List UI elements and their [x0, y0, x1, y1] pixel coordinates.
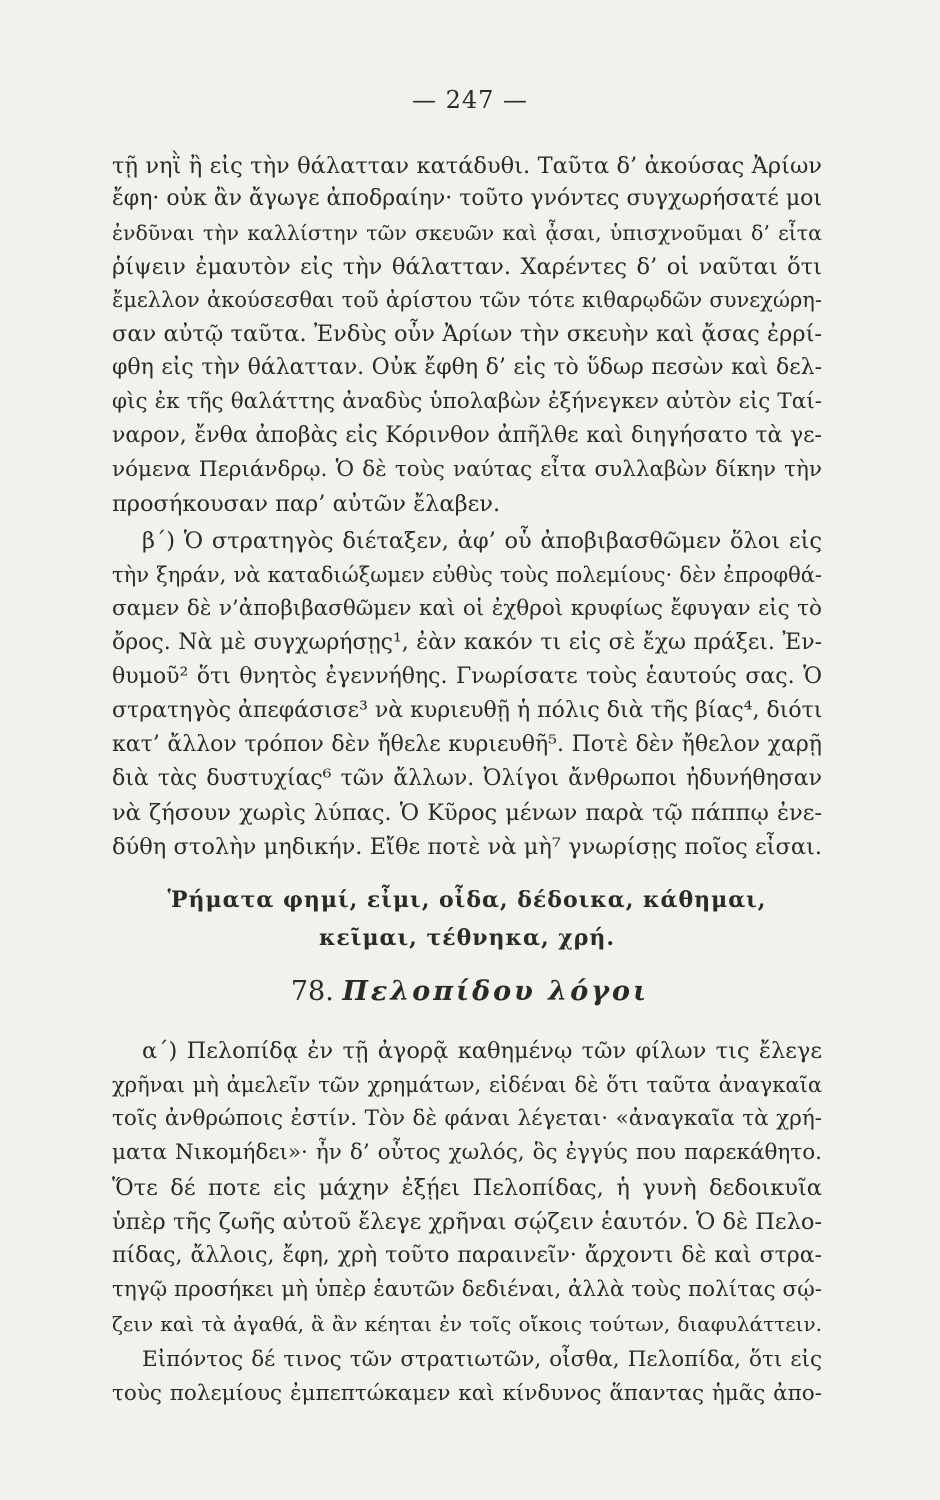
text-line: πίδας, ἄλλοις, ἔφη, χρὴ τοῦτο παραινεῖν· ἄρχοντι δὲ καὶ στρα- — [112, 1243, 822, 1268]
text-line: σαμεν δὲ ν’ἀποβιβασθῶμεν καὶ οἱ ἐχθροὶ κρυφίως ἔφυγαν εἰς τὸ — [112, 596, 822, 621]
text-line: τὴν ξηράν, νὰ καταδιώξωμεν εὐθὺς τοὺς πολεμίους· δὲν ἐπροφθά- — [112, 563, 822, 587]
text-line: νόμενα Περιάνδρῳ. Ὁ δὲ τοὺς ναύτας εἶτα συλλαβὼν δίκην τὴν — [112, 457, 822, 482]
text-line: τοῖς ἀνθρώποις ἐστίν. Τὸν δὲ φάναι λέγεται· «ἀναγκαῖα τὰ χρή- — [112, 1106, 822, 1131]
text-line: στρατηγὸς ἀπεφάσισε³ νὰ κυριευθῇ ἡ πόλις διὰ τῆς βίας⁴, διότι — [112, 698, 823, 723]
text-line: φθη εἰς τὴν θάλατταν. Οὐκ ἔφθη δ’ εἰς τὸ ὕδωρ πεσὼν καὶ δελ- — [112, 355, 822, 380]
text-line: Ὅτε δέ ποτε εἰς μάχην ἐξῄει Πελοπίδας, ἡ γυνὴ δεδοικυῖα — [112, 1175, 822, 1201]
text-line: β΄) Ὁ στρατηγὸς διέταξεν, ἀφ’ οὗ ἀποβιβασθῶμεν ὅλοι εἰς — [142, 528, 822, 554]
text-line: ἐνδῦναι τὴν καλλίστην τῶν σκευῶν καὶ ᾆσαι, ὑπισχνοῦμαι δ’ εἶτα — [112, 221, 822, 245]
text-line: προσήκουσαν παρ’ αὐτῶν ἔλαβεν. — [112, 491, 501, 517]
text-line: χρῆναι μὴ ἀμελεῖν τῶν χρημάτων, εἰδέναι δὲ ὅτι ταῦτα ἀναγκαῖα — [112, 1073, 822, 1097]
text-line: θυμοῦ² ὅτι θνητὸς ἐγεννήθης. Γνωρίσατε τοὺς ἑαυτούς σας. Ὁ — [112, 664, 822, 689]
text-line: τηγῷ προσήκει μὴ ὑπὲρ ἑαυτῶν δεδιέναι, ἀλλὰ τοὺς πολίτας σῴ- — [112, 1277, 822, 1302]
page-number: — 247 — — [411, 86, 529, 114]
text-line: φὶς ἐκ τῆς θαλάττης ἀναδὺς ὑπολαβὼν ἐξήνεγκεν αὐτὸν εἰς Ταί- — [112, 389, 822, 414]
text-line: ναρον, ἔνθα ἀποβὰς εἰς Κόρινθον ἀπῆλθε καὶ διηγήσατο τὰ γε- — [112, 423, 822, 448]
text-line: ζειν καὶ τὰ ἀγαθά, ἃ ἂν κέηται ἐν τοῖς οἴκοις τούτων, διαφυλάττειν. — [112, 1312, 822, 1336]
text-line: κατ’ ἄλλον τρόπον δὲν ἤθελε κυριευθῆ⁵. Ποτὲ δὲν ἤθελον χαρῇ — [112, 732, 822, 757]
verbs-line: κεῖμαι, τέθνηκα, χρή. — [318, 925, 616, 951]
lesson-title: Πελοπίδου λόγοι — [342, 976, 650, 1007]
lesson-heading — [0, 976, 940, 1007]
verbs-line: Ῥήματα φημί, εἶμι, οἶδα, δέδοικα, κάθημαι, — [167, 887, 767, 913]
text-line: σαν αὐτῷ ταῦτα. Ἐνδὺς οὖν Ἀρίων τὴν σκευὴν καὶ ᾄσας ἐρρί- — [112, 321, 822, 347]
text-line: ματα Νικομήδει»· ἦν δ’ οὗτος χωλός, ὃς ἐγγύς που παρεκάθητο. — [112, 1140, 822, 1165]
text-line: τοὺς πολεμίους ἐμπεπτώκαμεν καὶ κίνδυνος ἅπαντας ἡμᾶς ἀπο- — [112, 1381, 822, 1406]
text-line: ὑπὲρ τῆς ζωῆς αὐτοῦ ἔλεγε χρῆναι σῴζειν ἑαυτόν. Ὁ δὲ Πελο- — [112, 1209, 822, 1235]
text-line: α΄) Πελοπίδᾳ ἐν τῇ ἀγορᾷ καθημένῳ τῶν φίλων τις ἔλεγε — [142, 1038, 822, 1064]
text-line: διὰ τὰς δυστυχίας⁶ τῶν ἄλλων. Ὀλίγοι ἄνθρωποι ἠδυνήθησαν — [112, 766, 822, 791]
lesson-number: 78. — [290, 976, 334, 1007]
text-line: ἔφη· οὐκ ἂν ἄγωγε ἀποδραίην· τοῦτο γνόντες συγχωρήσατέ μοι — [112, 186, 822, 211]
text-line: νὰ ζήσουν χωρὶς λύπας. Ὁ Κῦρος μένων παρὰ τῷ πάππῳ ἐνε- — [112, 800, 822, 826]
text-line: τῇ νηῒ ἢ εἰς τὴν θάλατταν κατάδυθι. Ταῦτα δ’ ἀκούσας Ἀρίων — [112, 153, 822, 179]
text-line: ἔμελλον ἀκούσεσθαι τοῦ ἀρίστου τῶν τότε κιθαρῳδῶν συνεχώρη- — [112, 288, 822, 312]
text-line: Εἰπόντος δέ τινος τῶν στρατιωτῶν, οἶσθα, Πελοπίδα, ὅτι εἰς — [142, 1347, 822, 1372]
text-line: ὄρος. Νὰ μὲ συγχωρήσῃς¹, ἐὰν κακόν τι εἰς σὲ ἔχω πράξει. Ἐν- — [112, 630, 822, 655]
text-line: δύθη στολὴν μηδικήν. Εἴθε ποτὲ νὰ μὴ⁷ γνωρίσῃς ποῖος εἶσαι. — [112, 834, 822, 860]
text-line: ῥίψειν ἐμαυτὸν εἰς τὴν θάλατταν. Χαρέντες δ’ οἱ ναῦται ὅτι — [112, 254, 822, 280]
